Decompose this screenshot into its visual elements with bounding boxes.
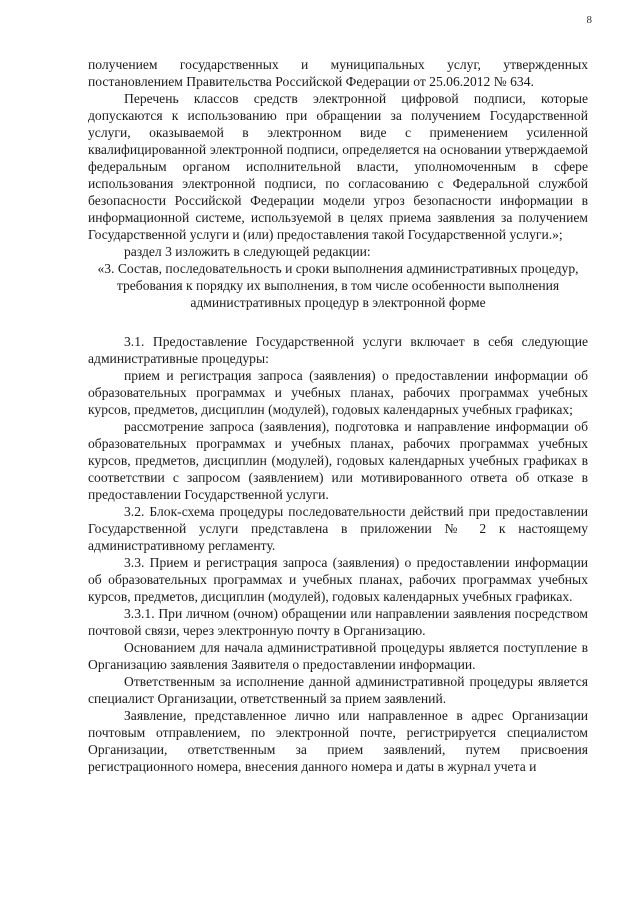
- paragraph: Заявление, представленное лично или направленное в адрес Организации почтовым отправлением, по электронной почте, регистрируется специалистом Организации, ответственным за прием заявлений, путем присвоения регистрационного номера, внесения данного номера и даты в журнал учета и: [88, 708, 588, 774]
- paragraph: 3.3.1. При личном (очном) обращении или направлении заявления посредством почтовой связи, через электронную почту в Организацию.: [88, 606, 588, 638]
- paragraph: 3.1. Предоставление Государственной услуги включает в себя следующие административные процедуры:: [88, 334, 588, 366]
- paragraph: Ответственным за исполнение данной административной процедуры является специалист Организации, ответственный за прием заявлений.: [88, 674, 588, 706]
- paragraph: раздел 3 изложить в следующей редакции:: [124, 244, 371, 259]
- page-number: 8: [586, 14, 592, 26]
- paragraph: рассмотрение запроса (заявления), подготовка и направление информации об образовательных программах и учебных планах, рабочих программах учебных курсов, предметов, дисциплин (модулей), годовых календарных учебных графиках в соответствии с запросом (заявлением) или мотивированного ответа об отказе в предоставлении Государственной услуги.: [88, 419, 588, 502]
- paragraph: Основанием для начала административной процедуры является поступление в Организацию заявления Заявителя о предоставлении информации.: [88, 640, 588, 672]
- paragraph: 3.2. Блок-схема процедуры последовательности действий при предоставлении Государственной услуги представлена в приложении № 2 к настоящему административному регламенту.: [88, 504, 588, 553]
- paragraph: 3.3. Прием и регистрация запроса (заявления) о предоставлении информации об образовательных программах и учебных планах, рабочих программах учебных курсов, предметов, дисциплин (модулей), годовых календарных учебных графиках.: [88, 555, 588, 604]
- paragraph: Перечень классов средств электронной цифровой подписи, которые допускаются к использованию при обращении за получением Государственной услуги, оказываемой в электронном виде с применением усиленной квалифицированной электронной подписи, определяется на основании утверждаемой федеральным органом исполнительной власти, уполномоченным в сфере использования электронной подписи, по согласованию с Федеральной службой безопасности Российской Федерации модели угроз безопасности информации в информационной системе, используемой в целях приема заявления за получением Государственной услуги и (или) предоставления такой Государственной услуги.»;: [88, 91, 588, 242]
- paragraph: получением государственных и муниципальных услуг, утвержденных постановлением Правительства Российской Федерации от 25.06.2012 № 634.: [88, 57, 588, 89]
- section-heading: «3. Состав, последовательность и сроки выполнения административных процедур, требования к порядку их выполнения, в том числе особенности выполнения административных процедур в электронной форме: [97, 261, 579, 310]
- spacer: [88, 311, 588, 333]
- document-body: [88, 56, 588, 775]
- paragraph: прием и регистрация запроса (заявления) о предоставлении информации об образовательных программах и учебных планах, рабочих программах учебных курсов, предметов, дисциплин (модулей), годовых календарных учебных графиках;: [88, 368, 588, 417]
